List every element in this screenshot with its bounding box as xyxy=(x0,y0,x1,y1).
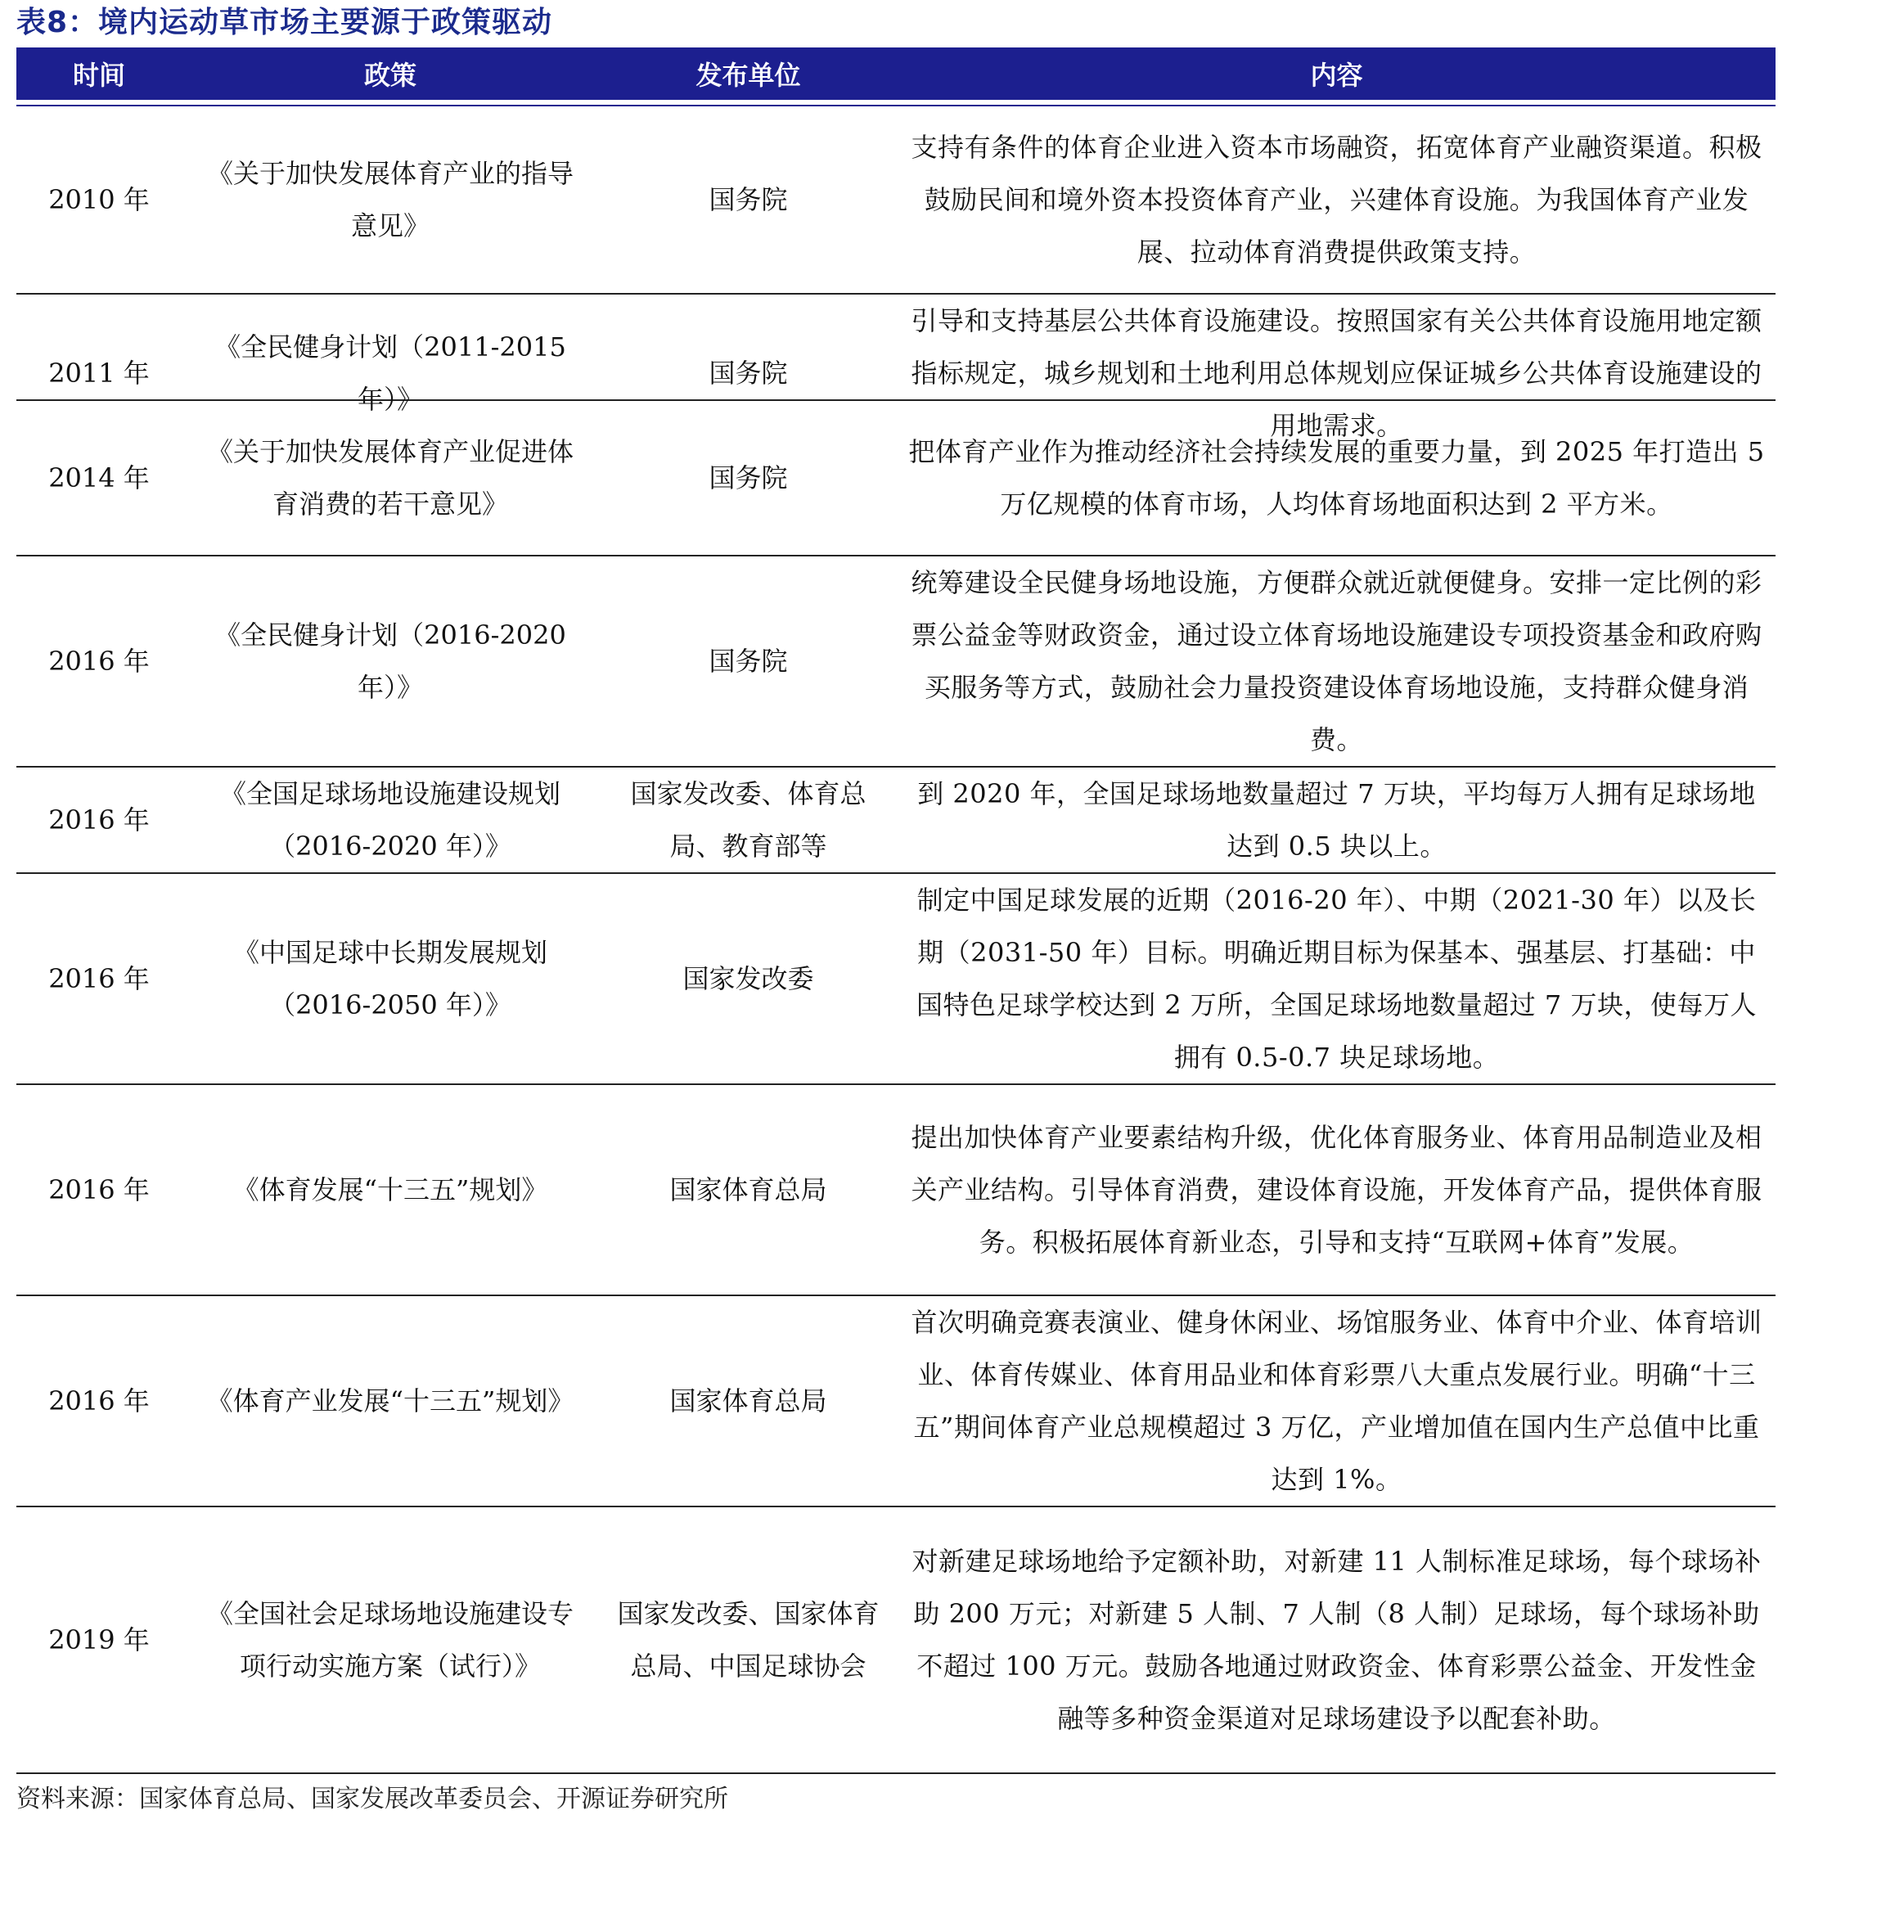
cell-issuer: 国家发改委、体育总局、教育部等 xyxy=(630,778,866,862)
header-policy: 政策 xyxy=(363,60,416,91)
header-content: 内容 xyxy=(1310,60,1363,91)
cell-time: 2016 年 xyxy=(48,1174,150,1205)
cell-content: 引导和支持基层公共体育设施建设。按照国家有关公共体育设施用地定额指标规定，城乡规划和土地利用总体规划应保证城乡公共体育设施建设的用地需求。 xyxy=(911,305,1762,441)
table-header xyxy=(16,47,1776,100)
cell-issuer: 国务院 xyxy=(709,462,788,493)
cell-policy: 《全民健身计划（2016-2020 年）》 xyxy=(214,619,566,703)
cell-content: 统筹建设全民健身场地设施，方便群众就近就便健身。安排一定比例的彩票公益金等财政资金，通过设立体育场地设施建设专项投资基金和政府购买服务等方式，鼓励社会力量投资建设体育场地设施，支持群众健身消费。 xyxy=(911,567,1762,755)
cell-issuer: 国家体育总局 xyxy=(669,1385,827,1416)
header-rule xyxy=(16,100,1776,106)
cell-issuer: 国务院 xyxy=(709,358,788,389)
table-body xyxy=(16,106,1776,1774)
table-title: 表8：境内运动草市场主要源于政策驱动 xyxy=(16,6,553,39)
cell-issuer: 国家发改委、国家体育总局、中国足球协会 xyxy=(617,1598,880,1682)
cell-policy: 《中国足球中长期发展规划（2016-2050 年）》 xyxy=(232,937,547,1020)
cell-content: 对新建足球场地给予定额补助，对新建 11 人制标准足球场，每个球场补助 200 万元；对新建 5 人制、7 人制（8 人制）足球场，每个球场补助不超过 100 万元。鼓励各地通过财政资金、体育彩票公益金、开发性金融等多种资金渠道对足球场建设予以配套补助。 xyxy=(911,1546,1762,1734)
source-note: 资料来源：国家体育总局、国家发展改革委员会、开源证券研究所 xyxy=(16,1785,728,1813)
cell-time: 2016 年 xyxy=(48,646,150,677)
cell-policy: 《全国足球场地设施建设规划（2016-2020 年）》 xyxy=(219,778,560,862)
cell-time: 2011 年 xyxy=(48,358,150,389)
cell-time: 2016 年 xyxy=(48,804,150,835)
cell-time: 2016 年 xyxy=(48,963,150,994)
table-row xyxy=(16,1085,1776,1296)
cell-issuer: 国家发改委 xyxy=(682,963,814,994)
cell-time: 2016 年 xyxy=(48,1385,150,1416)
cell-content: 支持有条件的体育企业进入资本市场融资，拓宽体育产业融资渠道。积极鼓励民间和境外资本投资体育产业，兴建体育设施。为我国体育产业发展、拉动体育消费提供政策支持。 xyxy=(911,132,1762,268)
cell-content: 把体育产业作为推动经济社会持续发展的重要力量，到 2025 年打造出 5 万亿规模的体育市场，人均体育场地面积达到 2 平方米。 xyxy=(908,436,1765,520)
cell-policy: 《关于加快发展体育产业促进体育消费的若干意见》 xyxy=(206,436,574,520)
cell-policy: 《全国社会足球场地设施建设专项行动实施方案（试行）》 xyxy=(206,1598,574,1682)
table-row xyxy=(16,295,1776,441)
cell-issuer: 国务院 xyxy=(709,646,788,677)
cell-policy: 《体育产业发展“十三五”规划》 xyxy=(206,1385,574,1416)
table-row xyxy=(16,874,1776,1085)
table-row xyxy=(16,768,1776,874)
cell-policy: 《全民健身计划（2011-2015 年）》 xyxy=(214,331,566,415)
header-issuer: 发布单位 xyxy=(695,60,801,91)
page xyxy=(16,0,1776,1820)
table-row xyxy=(16,556,1776,768)
cell-time: 2014 年 xyxy=(48,462,150,493)
cell-issuer: 国务院 xyxy=(709,184,788,215)
cell-time: 2019 年 xyxy=(48,1624,150,1655)
table-row xyxy=(16,1507,1776,1774)
cell-content: 提出加快体育产业要素结构升级，优化体育服务业、体育用品制造业及相关产业结构。引导体育消费，建设体育设施，开发体育产品，提供体育服务。积极拓展体育新业态，引导和支持“互联网+体育”发展。 xyxy=(911,1122,1762,1258)
cell-time: 2010 年 xyxy=(48,184,150,215)
cell-policy: 《关于加快发展体育产业的指导意见》 xyxy=(206,158,574,241)
header-time: 时间 xyxy=(72,60,125,91)
cell-content: 制定中国足球发展的近期（2016-20 年）、中期（2021-30 年）以及长期（2031-50 年）目标。明确近期目标为保基本、强基层、打基础：中国特色足球学校达到 2 万所，全国足球场地数量超过 7 万块，使每万人拥有 0.5-0.7 块足球场地。 xyxy=(916,885,1757,1073)
cell-content: 到 2020 年，全国足球场地数量超过 7 万块，平均每万人拥有足球场地达到 0.5 块以上。 xyxy=(917,778,1756,862)
cell-policy: 《体育发展“十三五”规划》 xyxy=(232,1174,548,1205)
cell-content: 首次明确竞赛表演业、健身休闲业、场馆服务业、体育中介业、体育培训业、体育传媒业、体育用品业和体育彩票八大重点发展行业。明确“十三五”期间体育产业总规模超过 3 万亿，产业增加值在国内生产总值中比重达到 1%。 xyxy=(911,1307,1762,1495)
cell-issuer: 国家体育总局 xyxy=(669,1174,827,1205)
table-row xyxy=(16,401,1776,556)
table-row xyxy=(16,106,1776,295)
table-row xyxy=(16,1296,1776,1507)
